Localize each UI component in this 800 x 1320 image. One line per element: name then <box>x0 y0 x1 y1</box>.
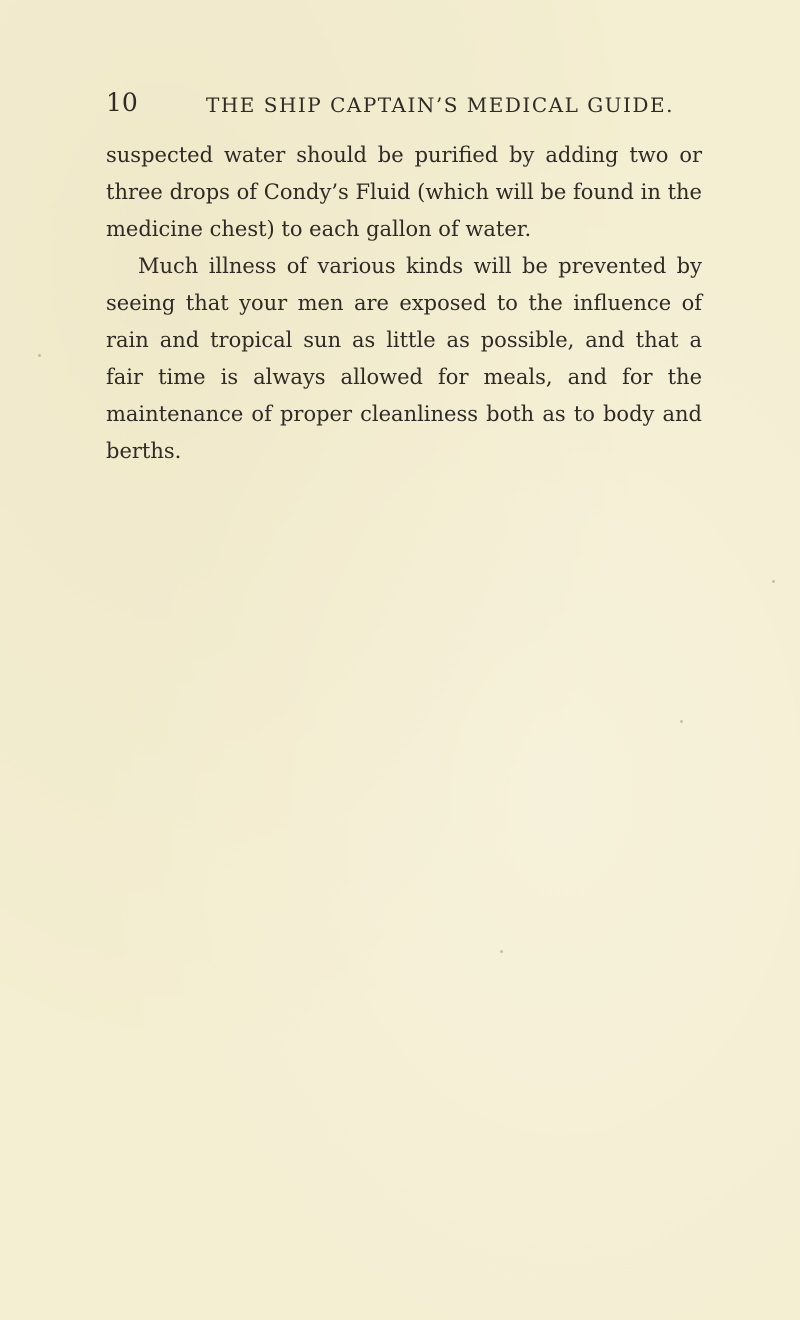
paper-speck <box>500 950 503 953</box>
body-text <box>106 137 702 470</box>
paragraph: suspected water should be purified by adding two or three drops of Condy’s Fluid (which will be found in the medicine chest) to each gallon of water. <box>106 143 702 241</box>
page-number: 10 <box>106 88 138 117</box>
paper-speck <box>772 580 775 583</box>
paragraph: Much illness of various kinds will be prevented by seeing that your men are exposed to the influence of rain and tropical sun as little as possible, and that a fair time is always allowed for meals, and for the maintenance of proper cleanliness both as to body and berths. <box>106 254 702 463</box>
running-head: THE SHIP CAPTAIN’S MEDICAL GUIDE. <box>206 93 674 117</box>
paper-speck <box>38 354 41 357</box>
page-header <box>106 88 702 122</box>
paper-speck <box>680 720 683 723</box>
